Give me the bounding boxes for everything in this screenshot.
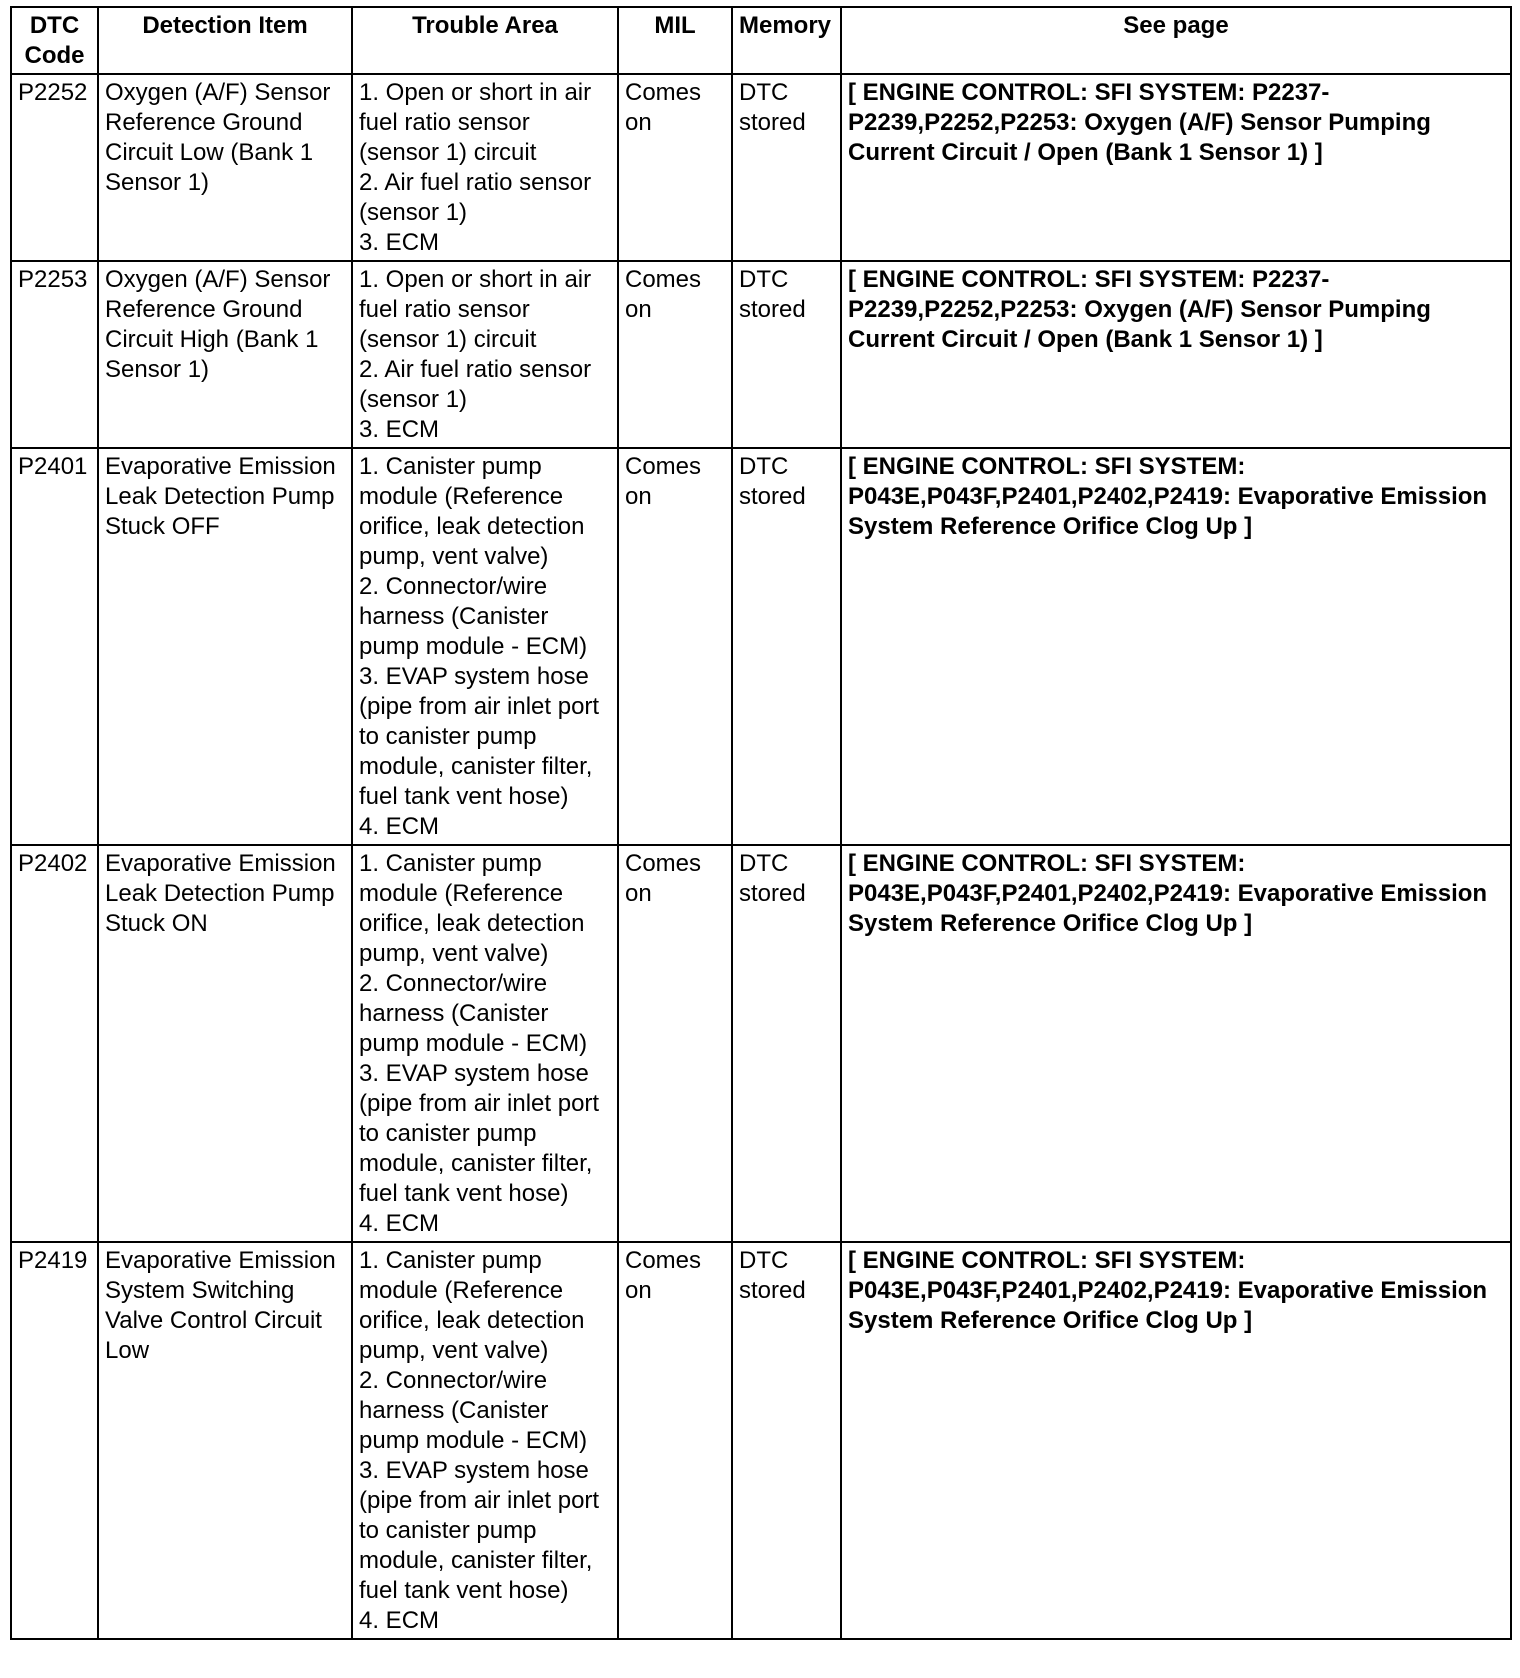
memory-cell: DTC stored (732, 448, 841, 845)
see-page-link[interactable]: [ ENGINE CONTROL: SFI SYSTEM: P043E,P043F,P2401,P2402,P2419: Evaporative Emission System Reference Orifice Clog Up ] (841, 1242, 1511, 1639)
trouble-area-cell (352, 1242, 618, 1639)
trouble-area-line: 3. ECM (359, 229, 440, 256)
table-row (11, 448, 1511, 845)
trouble-area-cell (352, 261, 618, 448)
detection-item-cell: Oxygen (A/F) Sensor Reference Ground Circuit Low (Bank 1 Sensor 1) (98, 74, 352, 261)
dtc-table (10, 6, 1512, 1640)
memory-cell: DTC stored (732, 1242, 841, 1639)
table-row (11, 74, 1511, 261)
trouble-area-cell (352, 448, 618, 845)
see-page-link[interactable]: [ ENGINE CONTROL: SFI SYSTEM: P043E,P043F,P2401,P2402,P2419: Evaporative Emission System Reference Orifice Clog Up ] (841, 845, 1511, 1242)
mil-cell: Comes on (618, 448, 732, 845)
dtc-code-cell: P2402 (11, 845, 98, 1242)
detection-item-cell: Evaporative Emission Leak Detection Pump Stuck ON (98, 845, 352, 1242)
trouble-area-line: 1. Open or short in air fuel ratio sensor (sensor 1) circuit (359, 79, 592, 166)
see-page-link[interactable]: [ ENGINE CONTROL: SFI SYSTEM: P2237-P2239,P2252,P2253: Oxygen (A/F) Sensor Pumping Current Circuit / Open (Bank 1 Sensor 1) ] (841, 74, 1511, 261)
trouble-area-line: 4. ECM (359, 1607, 440, 1634)
header-trouble-area: Trouble Area (352, 7, 618, 74)
memory-cell: DTC stored (732, 845, 841, 1242)
table-row (11, 845, 1511, 1242)
trouble-area-line: 3. EVAP system hose (pipe from air inlet port to canister pump module, canister filter, fuel tank vent hose) (359, 1457, 600, 1604)
dtc-code-cell: P2401 (11, 448, 98, 845)
trouble-area-line: 4. ECM (359, 1210, 440, 1237)
header-dtc-code: DTC Code (11, 7, 98, 74)
trouble-area-line: 2. Connector/wire harness (Canister pump module - ECM) (359, 573, 588, 660)
trouble-area-cell (352, 74, 618, 261)
trouble-area-line: 2. Air fuel ratio sensor (sensor 1) (359, 356, 592, 413)
mil-cell: Comes on (618, 74, 732, 261)
mil-cell: Comes on (618, 845, 732, 1242)
table-row (11, 261, 1511, 448)
dtc-code-cell: P2419 (11, 1242, 98, 1639)
trouble-area-cell (352, 845, 618, 1242)
header-detection-item: Detection Item (98, 7, 352, 74)
header-see-page: See page (841, 7, 1511, 74)
trouble-area-line: 1. Canister pump module (Reference orifice, leak detection pump, vent valve) (359, 1247, 585, 1364)
trouble-area-line: 1. Open or short in air fuel ratio sensor (sensor 1) circuit (359, 266, 592, 353)
table-row (11, 1242, 1511, 1639)
header-memory: Memory (732, 7, 841, 74)
see-page-link[interactable]: [ ENGINE CONTROL: SFI SYSTEM: P2237-P2239,P2252,P2253: Oxygen (A/F) Sensor Pumping Current Circuit / Open (Bank 1 Sensor 1) ] (841, 261, 1511, 448)
trouble-area-line: 2. Connector/wire harness (Canister pump module - ECM) (359, 1367, 588, 1454)
dtc-code-cell: P2253 (11, 261, 98, 448)
header-mil: MIL (618, 7, 732, 74)
detection-item-cell: Oxygen (A/F) Sensor Reference Ground Circuit High (Bank 1 Sensor 1) (98, 261, 352, 448)
trouble-area-line: 4. ECM (359, 813, 440, 840)
dtc-code-cell: P2252 (11, 74, 98, 261)
trouble-area-line: 3. EVAP system hose (pipe from air inlet port to canister pump module, canister filter, fuel tank vent hose) (359, 1060, 600, 1207)
trouble-area-line: 3. ECM (359, 416, 440, 443)
trouble-area-line: 2. Air fuel ratio sensor (sensor 1) (359, 169, 592, 226)
table-header-row (11, 7, 1511, 74)
trouble-area-line: 1. Canister pump module (Reference orifice, leak detection pump, vent valve) (359, 850, 585, 967)
detection-item-cell: Evaporative Emission System Switching Valve Control Circuit Low (98, 1242, 352, 1639)
trouble-area-line: 3. EVAP system hose (pipe from air inlet port to canister pump module, canister filter, fuel tank vent hose) (359, 663, 600, 810)
memory-cell: DTC stored (732, 74, 841, 261)
see-page-link[interactable]: [ ENGINE CONTROL: SFI SYSTEM: P043E,P043F,P2401,P2402,P2419: Evaporative Emission System Reference Orifice Clog Up ] (841, 448, 1511, 845)
mil-cell: Comes on (618, 1242, 732, 1639)
mil-cell: Comes on (618, 261, 732, 448)
trouble-area-line: 1. Canister pump module (Reference orifice, leak detection pump, vent valve) (359, 453, 585, 570)
detection-item-cell: Evaporative Emission Leak Detection Pump Stuck OFF (98, 448, 352, 845)
trouble-area-line: 2. Connector/wire harness (Canister pump module - ECM) (359, 970, 588, 1057)
memory-cell: DTC stored (732, 261, 841, 448)
